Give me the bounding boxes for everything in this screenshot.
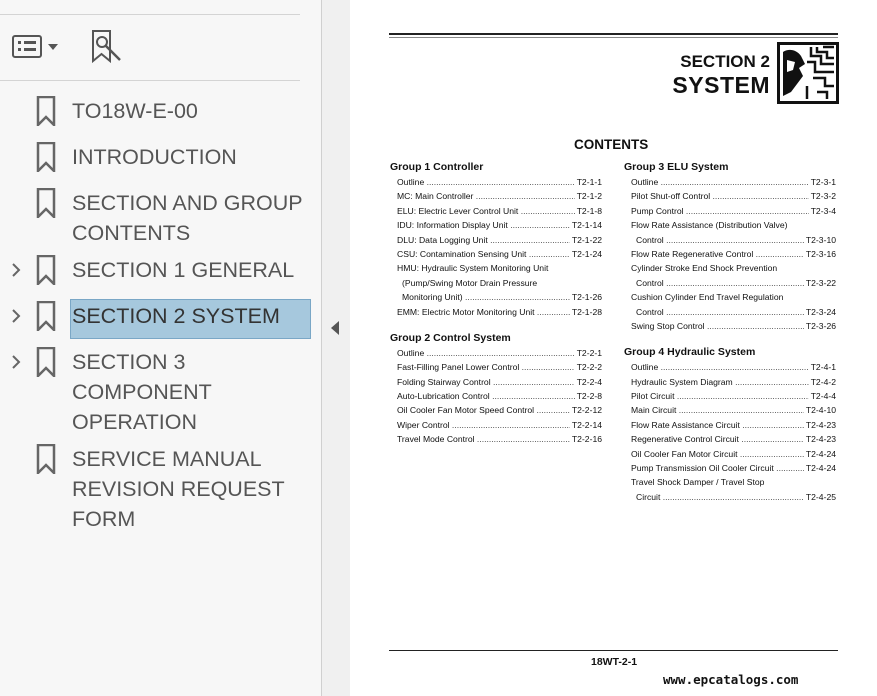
- chevron-right-icon[interactable]: [10, 355, 22, 369]
- bookmark-label: SERVICE MANUAL REVISION REQUEST FORM: [72, 447, 285, 531]
- toc-entry[interactable]: [624, 447, 836, 461]
- toc-entry[interactable]: [390, 346, 602, 360]
- toc-entry-page: T2-3-1: [809, 175, 836, 189]
- toc-entry[interactable]: [390, 432, 602, 446]
- toc-entry[interactable]: [624, 290, 836, 304]
- toc-entry-page: T2-2-4: [575, 375, 602, 389]
- toc-entry[interactable]: [390, 218, 602, 232]
- toc-entry[interactable]: [624, 389, 836, 403]
- toc-entry[interactable]: [390, 175, 602, 189]
- section-logo-icon: [777, 42, 839, 104]
- toc-entry[interactable]: [624, 175, 836, 189]
- toc-entry-page: T2-4-24: [804, 447, 836, 461]
- toc-entry-page: T2-3-22: [804, 276, 836, 290]
- bookmark-icon: [36, 301, 56, 331]
- bookmark-icon: [36, 444, 56, 474]
- bookmark-label: SECTION 2 SYSTEM: [72, 304, 280, 328]
- toc-entry-page: T2-1-8: [575, 204, 602, 218]
- toc-entry-label: ELU: Electric Lever Control Unit .....: [397, 204, 602, 218]
- toc-entry[interactable]: [624, 375, 836, 389]
- toc-entry-page: T2-4-1: [809, 360, 836, 374]
- bookmark-icon: [36, 142, 56, 172]
- toc-entry-page: T2-1-2: [575, 189, 602, 203]
- toc-entry-page: T2-1-22: [570, 233, 602, 247]
- toc-group: [624, 345, 836, 504]
- bookmark-label: SECTION AND GROUP CONTENTS: [72, 191, 303, 245]
- find-bookmark-button[interactable]: [90, 29, 124, 63]
- toc-group: [390, 160, 602, 319]
- toc-entry-page: T2-1-28: [570, 305, 602, 319]
- footer-rule: [389, 650, 838, 651]
- toc-entry-label: Control .....: [636, 276, 836, 290]
- toolbar-divider-bottom: [0, 80, 300, 81]
- toc-entry[interactable]: [390, 189, 602, 203]
- toc-entry[interactable]: [624, 233, 836, 247]
- toc-entry[interactable]: [390, 305, 602, 319]
- bookmark-icon: [36, 188, 56, 218]
- toc-entry[interactable]: [390, 261, 602, 275]
- toc-entry-label: Monitoring Unit) .....: [402, 290, 602, 304]
- toc-entry-page: T2-4-10: [804, 403, 836, 417]
- toc-entry-page: T2-3-4: [809, 204, 836, 218]
- toc-entry-page: T2-3-24: [804, 305, 836, 319]
- toc-entry-label: Flow Rate Regenerative Control .....: [631, 247, 836, 261]
- bookmark-icon: [36, 347, 56, 377]
- toc-entry-label: Travel Shock Damper / Travel Stop: [631, 477, 765, 488]
- chevron-right-icon[interactable]: [10, 263, 22, 277]
- toc-entry-page: T2-3-16: [804, 247, 836, 261]
- toc-entry-label: Folding Stairway Control .....: [397, 375, 602, 389]
- section-name: SYSTEM: [672, 72, 770, 98]
- list-options-icon: [12, 33, 58, 61]
- toc-entry-page: T2-3-26: [804, 319, 836, 333]
- toc-entry-page: T2-2-14: [570, 418, 602, 432]
- bookmark-label: TO18W-E-00: [72, 99, 198, 123]
- toc-entry[interactable]: [624, 189, 836, 203]
- toolbar-divider-top: [0, 14, 300, 15]
- footer-page-number: 18WT-2-1: [591, 656, 638, 668]
- toc-entry-page: T2-4-23: [804, 432, 836, 446]
- toc-entry-label: CSU: Contamination Sensing Unit .....: [397, 247, 602, 261]
- toc-entry[interactable]: [390, 360, 602, 374]
- toc-entry-page: T2-3-10: [804, 233, 836, 247]
- toc-entry-page: T2-2-16: [570, 432, 602, 446]
- toc-entry[interactable]: [624, 461, 836, 475]
- toc-entry-label: HMU: Hydraulic System Monitoring Unit: [397, 263, 549, 274]
- toc-entry-label: Regenerative Control Circuit .....: [631, 432, 836, 446]
- bookmark-label: INTRODUCTION: [72, 145, 237, 169]
- toc-column-right: [624, 160, 836, 516]
- bookmarks-panel: [0, 0, 322, 696]
- toc-entry-label: Cushion Cylinder End Travel Regulation: [631, 292, 784, 303]
- section-number: SECTION 2: [680, 52, 770, 71]
- toc-entry-page: T2-4-24: [804, 461, 836, 475]
- toc-entry-label: Travel Mode Control .....: [397, 432, 602, 446]
- toc-entry-page: T2-2-1: [575, 346, 602, 360]
- toc-entry-label: Pump Transmission Oil Cooler Circuit .....: [631, 461, 836, 475]
- toc-entry[interactable]: [390, 389, 602, 403]
- toc-entry[interactable]: [624, 247, 836, 261]
- toc-entry[interactable]: [390, 403, 602, 417]
- toc-entry-label: (Pump/Swing Motor Drain Pressure: [402, 277, 538, 288]
- toc-group-title: Group 2 Control System: [390, 331, 511, 344]
- toc-entry-label: IDU: Information Display Unit .....: [397, 218, 602, 232]
- toc-entry-page: T2-4-25: [804, 490, 836, 504]
- bookmark-label: SECTION 1 GENERAL: [72, 258, 295, 282]
- toc-entry-label: Main Circuit .....: [631, 403, 836, 417]
- toc-entry[interactable]: [624, 261, 836, 275]
- toc-entry-label: Wiper Control .....: [397, 418, 602, 432]
- toc-entry-page: T2-1-26: [570, 290, 602, 304]
- toc-entry-page: T2-2-12: [570, 403, 602, 417]
- toc-entry-label: Flow Rate Assistance Circuit .....: [631, 418, 836, 432]
- bookmark-options-button[interactable]: [12, 33, 58, 61]
- toc-entry[interactable]: [624, 490, 836, 504]
- toc-entry-label: Cylinder Stroke End Shock Prevention: [631, 263, 778, 274]
- toc-entry[interactable]: [390, 276, 602, 290]
- toc-entry[interactable]: [390, 233, 602, 247]
- toc-entry-label: Auto-Lubrication Control .....: [397, 389, 602, 403]
- toc-entry-label: Flow Rate Assistance (Distribution Valve): [631, 220, 788, 231]
- bookmark-icon: [36, 255, 56, 285]
- toc-entry-label: Fast-Filling Panel Lower Control .....: [397, 360, 602, 374]
- toc-entry[interactable]: [624, 276, 836, 290]
- toc-group: [624, 160, 836, 333]
- header-rule-thin: [389, 37, 838, 38]
- toc-entry-page: T2-3-2: [809, 189, 836, 203]
- bookmark-label: SECTION 3 COMPONENT OPERATION: [72, 350, 212, 434]
- toc-entry[interactable]: [624, 319, 836, 333]
- toc-entry-label: Swing Stop Control .....: [631, 319, 836, 333]
- toc-entry-page: T2-2-2: [575, 360, 602, 374]
- toc-column-left: [390, 160, 602, 459]
- toc-entry-page: T2-4-2: [809, 375, 836, 389]
- toc-entry[interactable]: [390, 204, 602, 218]
- toc-entry-page: T2-1-1: [575, 175, 602, 189]
- toc-entry-label: Pump Control .....: [631, 204, 836, 218]
- toc-entry-label: Outline .....: [631, 175, 836, 189]
- bookmark-icon: [36, 96, 56, 126]
- toc-group-title: Group 3 ELU System: [624, 161, 729, 173]
- toc-entry-page: T2-2-8: [575, 389, 602, 403]
- collapse-sidebar-button[interactable]: [328, 318, 342, 338]
- toc-group: [390, 331, 602, 447]
- toc-entry-label: Control .....: [636, 305, 836, 319]
- contents-heading: CONTENTS: [574, 137, 649, 152]
- chevron-left-icon: [328, 318, 342, 338]
- toc-entry-page: T2-4-4: [809, 389, 836, 403]
- toc-entry[interactable]: [624, 218, 836, 232]
- toc-entry[interactable]: [624, 432, 836, 446]
- toc-entry-label: MC: Main Controller .....: [397, 189, 602, 203]
- toc-entry-page: T2-1-14: [570, 218, 602, 232]
- toc-entry-label: Pilot Circuit .....: [631, 389, 836, 403]
- toc-entry[interactable]: [390, 375, 602, 389]
- toc-entry-label: Pilot Shut-off Control .....: [631, 189, 836, 203]
- toc-entry[interactable]: [624, 360, 836, 374]
- toc-entry[interactable]: [624, 305, 836, 319]
- toc-entry-label: Hydraulic System Diagram .....: [631, 375, 836, 389]
- toc-entry-label: Outline .....: [631, 360, 836, 374]
- bookmark-search-icon: [90, 29, 124, 63]
- toc-group-title: Group 1 Controller: [390, 161, 484, 173]
- document-page: [350, 0, 877, 696]
- chevron-right-icon[interactable]: [10, 309, 22, 323]
- toc-entry-label: Outline .....: [397, 346, 602, 360]
- toc-group-title: Group 4 Hydraulic System: [624, 346, 756, 359]
- toc-entry[interactable]: [390, 247, 602, 261]
- toc-entry-page: T2-4-23: [804, 418, 836, 432]
- toc-entry-label: EMM: Electric Motor Monitoring Unit .....: [397, 305, 602, 319]
- toc-entry-label: Outline .....: [397, 175, 602, 189]
- toc-entry[interactable]: [624, 403, 836, 417]
- toc-entry-page: T2-1-24: [570, 247, 602, 261]
- toc-entry[interactable]: [624, 475, 836, 489]
- toc-entry-label: Oil Cooler Fan Motor Circuit .....: [631, 447, 836, 461]
- toc-entry[interactable]: [624, 418, 836, 432]
- toc-entry-label: DLU: Data Logging Unit .....: [397, 233, 602, 247]
- toc-entry-label: Oil Cooler Fan Motor Speed Control .....: [397, 403, 602, 417]
- header-rule: [389, 33, 838, 35]
- toc-entry-label: Circuit .....: [636, 490, 836, 504]
- toc-entry[interactable]: [624, 204, 836, 218]
- toc-entry-label: Control .....: [636, 233, 836, 247]
- watermark: www.epcatalogs.com: [663, 672, 799, 687]
- toc-entry[interactable]: [390, 290, 602, 304]
- toc-entry[interactable]: [390, 418, 602, 432]
